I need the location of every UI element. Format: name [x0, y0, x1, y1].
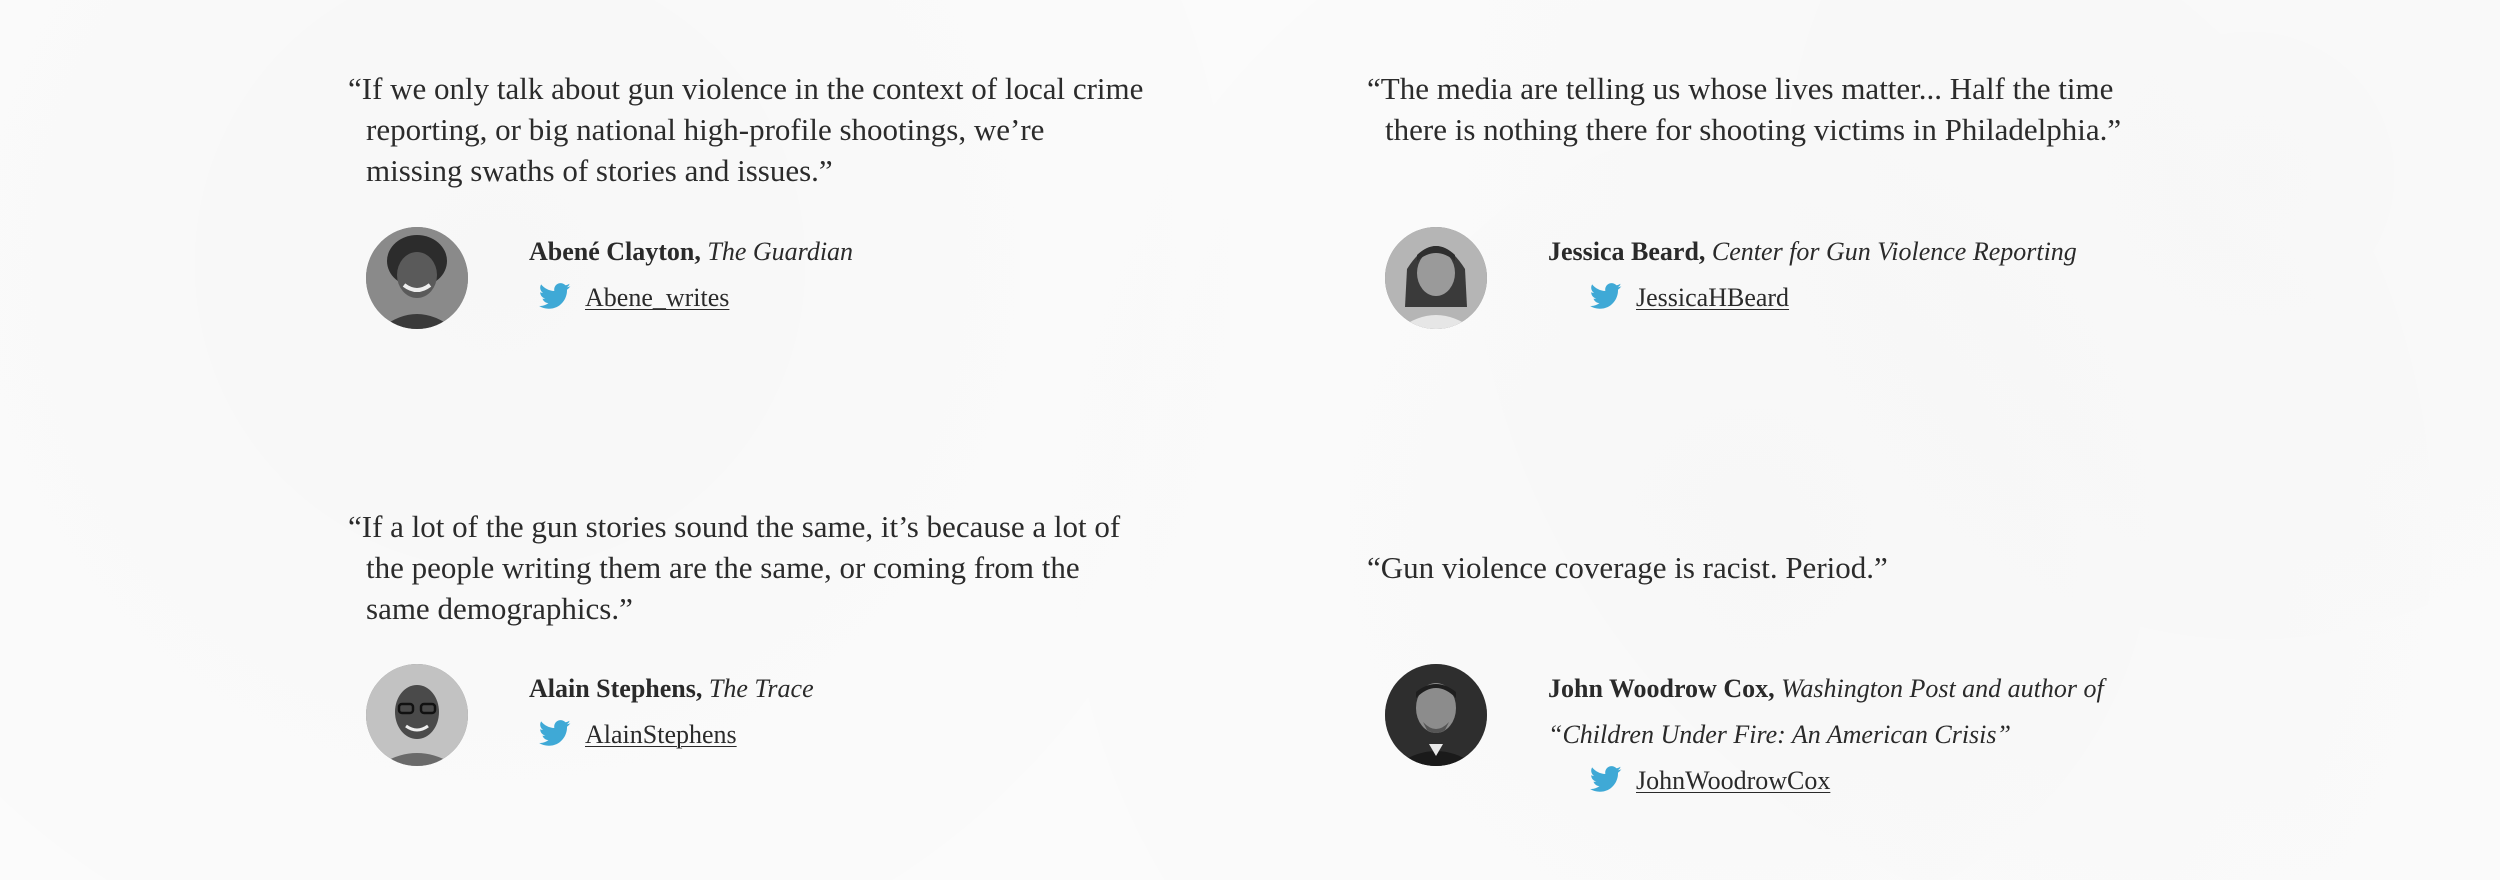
- twitter-link[interactable]: [1590, 275, 1789, 321]
- twitter-handle[interactable]: JohnWoodrowCox: [1636, 766, 1831, 795]
- twitter-icon: [1590, 766, 1622, 793]
- quote-card: [1367, 547, 2167, 795]
- twitter-link[interactable]: [1590, 758, 1830, 804]
- quote-card: [1367, 68, 2167, 312]
- avatar: [366, 664, 468, 766]
- byline: [1548, 229, 2108, 321]
- byline: [529, 666, 1089, 758]
- twitter-handle[interactable]: AlainStephens: [585, 720, 737, 749]
- twitter-icon: [539, 720, 571, 747]
- twitter-icon: [1590, 283, 1622, 310]
- quote-text: “If a lot of the gun stories sound the same, it’s because a lot of the people writing them are the same, or coming from the same demographics.”: [348, 509, 1121, 626]
- speaker-name: Jessica Beard,: [1548, 237, 1706, 266]
- speaker-outlet: Center for Gun Violence Reporting: [1711, 237, 2077, 266]
- quote-card: [348, 68, 1148, 312]
- speaker-name: Abené Clayton,: [529, 237, 701, 266]
- speaker-name: Alain Stephens,: [529, 674, 703, 703]
- byline: [1548, 666, 2108, 804]
- avatar: [366, 227, 468, 329]
- twitter-handle[interactable]: Abene_writes: [585, 283, 730, 312]
- quote-text: “The media are telling us whose lives matter... Half the time there is nothing there for shooting victims in Philadelphia.”: [1367, 71, 2122, 147]
- speaker-outlet: Washington Post and author of “Children Under Fire: An American Crisis”: [1548, 674, 2104, 749]
- speaker-outlet: The Trace: [708, 674, 814, 703]
- avatar: [1385, 664, 1487, 766]
- avatar: [1385, 227, 1487, 329]
- twitter-icon: [539, 283, 571, 310]
- speaker-name: John Woodrow Cox,: [1548, 674, 1775, 703]
- byline: [529, 229, 1089, 321]
- twitter-link[interactable]: [539, 712, 737, 758]
- twitter-handle[interactable]: JessicaHBeard: [1636, 283, 1790, 312]
- quote-text: “If we only talk about gun violence in the context of local crime reporting, or big national high-profile shootings, we’re missing swaths of stories and issues.”: [348, 71, 1144, 188]
- twitter-link[interactable]: [539, 275, 729, 321]
- quote-text: “Gun violence coverage is racist. Period.”: [1367, 550, 1888, 585]
- speaker-outlet: The Guardian: [707, 237, 854, 266]
- quote-card: [348, 506, 1148, 749]
